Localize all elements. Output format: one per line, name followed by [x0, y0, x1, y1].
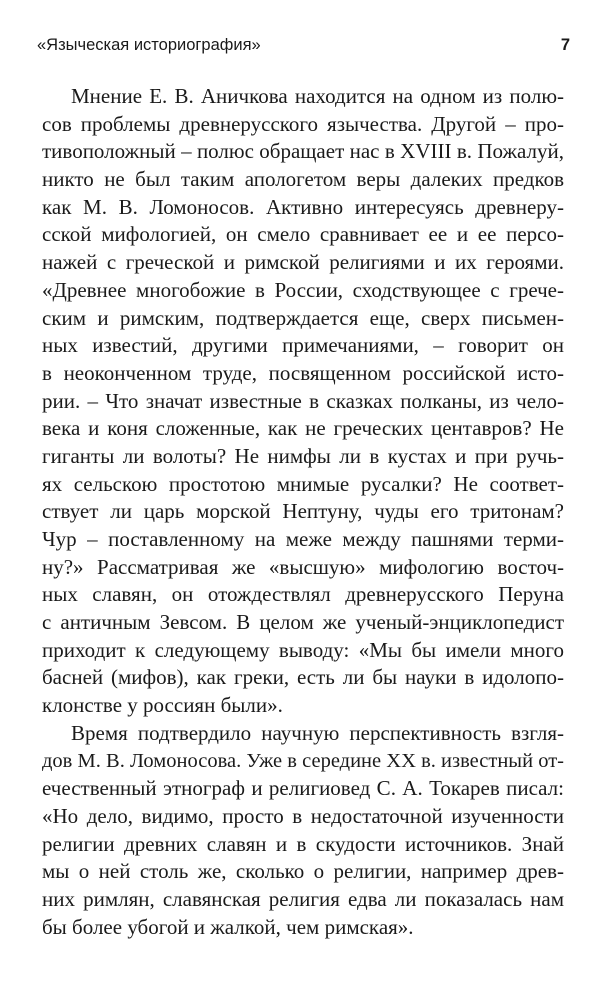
- running-head: [37, 32, 570, 58]
- text-line: ных славян, он отождествлял древнерусского Перуна: [42, 582, 564, 607]
- text-line: как М. В. Ломоносов. Активно интересуясь древнеру-: [42, 194, 564, 219]
- text-line: нажей с греческой и римской религиями и их героями.: [42, 250, 564, 275]
- text-line: ну?» Рассматривая же «высшую» мифологию восточ-: [42, 554, 564, 579]
- page-number: 7: [560, 36, 570, 54]
- running-title: «Языческая историография»: [37, 36, 261, 54]
- text-line: басней (мифов), как греки, есть ли бы науки в идолопо-: [42, 665, 564, 690]
- text-line: ствует ли царь морской Нептуну, чуды его тритонам?: [42, 499, 564, 524]
- text-line: ях сельскою простотою мнимые русалки? Не соответ-: [42, 471, 564, 496]
- text-line: «Но дело, видимо, просто в недостаточной изученности: [42, 803, 564, 828]
- text-line: бы более убогой и жалкой, чем римская».: [42, 914, 414, 939]
- body-text: [42, 83, 564, 941]
- text-line: никто не был таким апологетом веры далеких предков: [42, 167, 564, 192]
- text-line: ных известий, другими примечаниями, – говорит он: [42, 333, 564, 358]
- text-line: гиганты ли волоты? Не нимфы ли в кустах и при ручь-: [42, 443, 564, 468]
- text-line: клонстве у россиян были».: [42, 693, 283, 718]
- text-line: дов М. В. Ломоносова. Уже в середине XX в. известный от-: [42, 749, 564, 772]
- text-line: Чур – поставленному на меже между пашнями терми-: [42, 527, 564, 551]
- text-line: мы о ней столь же, сколько о религии, например древ-: [42, 859, 564, 884]
- text-line: сской мифологией, он смело сравнивает ее и ее персо-: [42, 222, 564, 247]
- text-line: ечественный этнограф и религиовед С. А. Токарев писал:: [42, 776, 564, 801]
- text-line: рии. – Что значат известные в сказках полканы, из чело-: [42, 388, 564, 413]
- text-line: Время подтвердило научную перспективность взгля-: [71, 720, 564, 745]
- text-line: сов проблемы древнерусского язычества. Другой – про-: [42, 111, 564, 136]
- text-line: в неоконченном труде, посвященном российской исто-: [42, 360, 564, 385]
- text-line: религии древних славян и в скудости источников. Знай: [42, 831, 564, 856]
- text-line: ским и римским, подтверждается еще, сверх письмен-: [42, 305, 564, 330]
- text-line: с античным Зевсом. В целом же ученый-энциклопедист: [42, 610, 564, 635]
- text-line: приходит к следующему выводу: «Мы бы имели много: [42, 637, 564, 662]
- text-line: Мнение Е. В. Аничкова находится на одном из полю-: [71, 84, 564, 108]
- text-line: «Древнее многобожие в России, сходствующее с грече-: [42, 277, 564, 302]
- text-line: века и коня сложенные, как не греческих центавров? Не: [42, 416, 564, 441]
- text-line: них римлян, славянская религия едва ли показалась нам: [42, 886, 564, 911]
- text-line: тивоположный – полюс обращает нас в XVIII в. Пожалуй,: [42, 139, 564, 164]
